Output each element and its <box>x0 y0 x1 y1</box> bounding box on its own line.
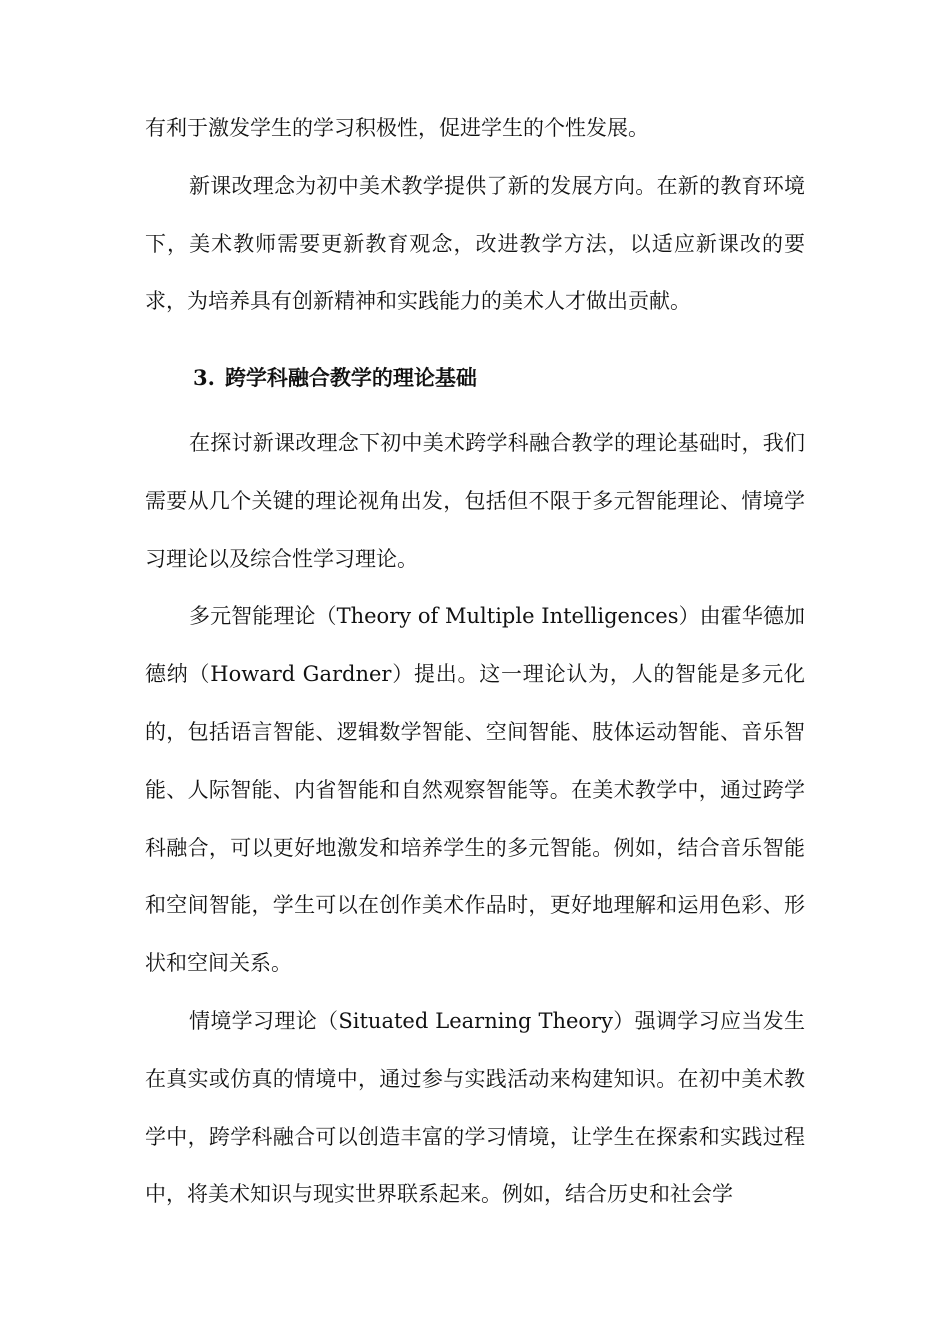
paragraph-multiple-intelligences: 多元智能理论（Theory of Multiple Intelligences）由霍华德加德纳（Howard Gardner）提出。这一理论认为，人的智能是多元化的，包括语言智能、逻辑数学智能、空间智能、肢体运动智能、音乐智能、人际智能、内省智能和自然观察智能等。在美术教学中，通过跨学科融合，可以更好地激发和培养学生的多元智能。例如，结合音乐智能和空间智能，学生可以在创作美术作品时，更好地理解和运用色彩、形状和空间关系。 <box>145 604 805 976</box>
paragraph-theory-intro: 在探讨新课改理念下初中美术跨学科融合教学的理论基础时，我们需要从几个关键的理论视角出发，包括但不限于多元智能理论、情境学习理论以及综合性学习理论。 <box>145 430 805 571</box>
section-title: 跨学科融合教学的理论基础 <box>224 365 477 391</box>
document-body <box>145 100 805 1224</box>
paragraph-continuation: 有利于激发学生的学习积极性，促进学生的个性发展。 <box>145 116 649 140</box>
section-number: 3. <box>193 365 215 391</box>
section-heading <box>145 349 805 407</box>
paragraph-new-curriculum: 新课改理念为初中美术教学提供了新的发展方向。在新的教育环境下，美术教师需要更新教育观念，改进教学方法，以适应新课改的要求，为培养具有创新精神和实践能力的美术人才做出贡献。 <box>145 173 805 314</box>
paragraph-situated-learning: 情境学习理论（Situated Learning Theory）强调学习应当发生在真实或仿真的情境中，通过参与实践活动来构建知识。在初中美术教学中，跨学科融合可以创造丰富的学习情境，让学生在探索和实践过程中，将美术知识与现实世界联系起来。例如，结合历史和社会学 <box>145 1008 805 1207</box>
